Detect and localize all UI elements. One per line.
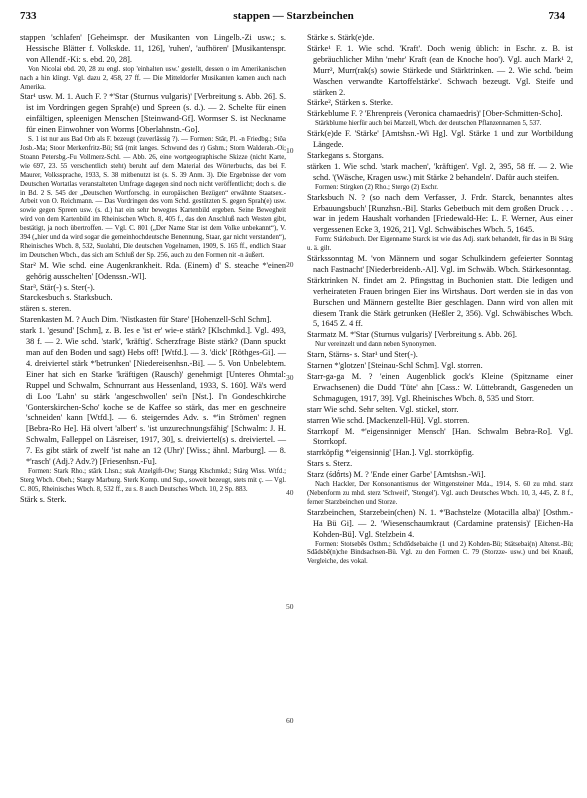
- entry-paragraph: Formen: Stotsebēs Osthm.; Schdōdsebaiche (1 und 2) Kohden-Bü; Stätsebai(n) Altenst.-Bü; Sdādsbē(n)che Bindsachsen-Bü. Vgl. zu den Formen C. 79 (Storzze- usw.) und bei Knauß, Vergleiche, des vokal.: [307, 540, 573, 566]
- entry-paragraph: Starkegans s. Storgans.: [307, 150, 384, 160]
- entry-paragraph: Stärke¹ F. 1. Wie schd. 'Kraft'. Doch wenig üblich: in Eschr. z. B. ist gebräuchlicher Mihn 'mehr' Kraft (ean de Knoche hoo'). Vgl. auch Mark¹ 2, Murr², Murr(rak(s) sowie Stärkede und Stärktrinken. — 2. Wie schd. 'beim Waschen verwandte Kartoffelstärke'. Schwach bezeugt. Vgl. Steife und stärken 2.: [307, 43, 573, 97]
- entry-paragraph: Starzbeinchen, Starzebein(chen) N. 1. *'Bachstelze (Motacilla alba)' [Osthm.-Ha Bü Gi]. — 2. 'Wiesenschaumkraut (Cardamine pratensis)' [Eichen-Ha Kohden-Bü]. Vgl. Stelzbein 4.: [307, 507, 573, 539]
- entry-paragraph: Stärk(e)de F. 'Stärke' [Amtshsn.-Wi Hg]. Vgl. Stärke 1 und zur Wortbildung Längede.: [307, 129, 573, 150]
- entry-paragraph: starren Wie schd. [Mackenzell-Hü]. Vgl. storren.: [307, 415, 470, 425]
- entry-paragraph: Starr-ga-ga M. ? 'einen Augenblick gock's Kleine (Spitzname einer Erwachsenen) die Dudd 'Tüte' ahn [Cass.: W. Lüttebrandt, Gasgeneden un Schmagugen, 1917, 39]. Vgl. Rheinisches Wbch. 8, 535 und Storr.: [307, 372, 573, 403]
- entry-paragraph: S. 1 ist nur aus Bad Orb als F. bezeugt (zuverlässig ?). — Formen: Stār, Pl. -n Friedbg.; Stŏa Josb.-Ma; Stoor Merkenfritz-Bü; Stā (mit langes. Schwund des r) Gshm.; Storn Walderab.-Oi; Stoann Petersbg.-Fu Vollmerz-Schl. — Abb. 26, eine wortgeographische Skizze (nicht Karte, wie 697, 23. 55 verschentlich steht) beruht auf dem Material des Wörterbuchs, das bei F. Maurer, Volkssprache, 1933, S. 38 mitbenutzt ist (s. S. 39 Anm. 3). Die Ergebnisse der vom Deutschen Wortatlas veranstalteten Umfrage dagegen sind noch nicht veröffentlicht; doch s. die in Bd. 2 S. 545 der „Deutschen Wortforschg. in europäischen Bezügen“ erwähnte Staatsex.-Arbeit von O. Reichmann. — Das Vordringen des vom Schd. gestützten S. gegen Sprah(e) usw. sowie gegen Spreen usw. (s. d.) hat ein sehr bewegtes Kartenbild ergeben. Seine Bewegheit wird von dem Kartenbild im Rheinischen Wbch. 8, 405 f., das den Anschluß nach Westen gibt, bestätigt, ja noch übertroffen. — Vgl. C. 801 („Der Name Star ist dem Volke unbekannt“), V. 394 („hier und da wird sogar die gemeinhochdeutsche Benennung, Staar, gar nicht verstanden“), Rheinisches Wbch. 8, 532, Suolahti, Die deutschen Vogelnamen, 1909, S. 165 ff., endlich Staar im Deutschen Wbch., das sich am Schluß der Sp. 256, auch zu den Formen nit -n äußert.: [20, 136, 286, 259]
- line-number: 30: [286, 373, 294, 382]
- entry-paragraph: Stärkblume hierfür auch bei Marzell, Wbch. der deutschen Pflanzennamen 5, 537.: [315, 120, 542, 128]
- entry-paragraph: Star² M. Wie schd. eine Augenkrankheit. Rda. (Einem) d' S. steache *'einen gehörig ausschelten' [Odenssn.-Wl].: [20, 260, 286, 281]
- entry-paragraph: Stärkeblume F. ? 'Ehrenpreis (Veronica chamaedris)' [Ober-Schmitten-Scho].: [307, 109, 563, 119]
- entry-paragraph: Formen: Stirgken (2) Rho.; Stergo (2) Eschr.: [315, 183, 439, 191]
- entry-paragraph: Nur vereinzelt und dann neben Synonymen.: [315, 341, 437, 349]
- line-number: 10: [286, 146, 294, 155]
- right-column: [307, 33, 573, 567]
- entry-paragraph: Stärke s. Stärk(e)de.: [307, 33, 375, 42]
- entry-paragraph: Starckesbuch s. Starksbuch.: [20, 293, 113, 303]
- page-number-left: 733: [20, 10, 37, 22]
- entry-paragraph: stappen 'schlafen' [Geheimspr. der Musikanten von Lingelb.-Zi usw.; s. Hessische Blätter f. Volkskde. 11, 126], 'ruhen', 'aufhören' [Musikantenspr. von Allendf.-Ki: s. ebd. 20, 28].: [20, 33, 286, 64]
- page-number-right: 734: [548, 10, 565, 22]
- entry-paragraph: Starksbuch N. ? (so nach dem Verfasser, J. Frdr. Starck, benanntes altes Erbauungsbuch' [Runzhsn.-Bi]. Starks Gebetbuch mit dem großen Druck . . . war in jedem Haushalt vorhanden [Friedewald-He: L. F. Werner, Aus einer vergessenen Ecke 3, 1926, 21]. Vgl. Schwäbisches Wbch. 5, 1645.: [307, 192, 573, 235]
- entry-paragraph: Starmatz M. *'Star (Sturnus vulgaris)' [Verbreitung s. Abb. 26].: [307, 330, 517, 340]
- entry-paragraph: Starz (śdṓrts) M. ? 'Ende einer Garbe' [Amtshsn.-Wi].: [307, 470, 486, 480]
- entry-paragraph: Stars s. Sterz.: [307, 459, 353, 469]
- entry-paragraph: starrköpfig *'eigensinnig' [Han.]. Vgl. storrköpfig.: [307, 448, 474, 458]
- entry-paragraph: Starenkasten M. ? Auch Dim. 'Nistkasten für Stare' [Hohenzell-Schl Schm].: [20, 315, 272, 325]
- running-title: stappen — Starzbeinchen: [233, 10, 354, 22]
- entry-paragraph: Starnen *'glotzen' [Steinau-Schl Schm]. Vgl. storren.: [307, 361, 483, 371]
- entry-paragraph: Starn, Stärns- s. Star¹ und Ster(-).: [307, 350, 418, 360]
- entry-paragraph: stark 1. 'gesund' [Schm], z. B. Ies e 'ist er' wie-e stärk? [Klschmkd.]. Vgl. 493, 38 f. — 2. Wie schd. 'stark', 'kräftig'. Scherzfrage Biste stärk? (Dann spuckt man auf den Boden und sagt) Hebs off! [Wtfd.]. — 3. 'dick' [Röthges-Gi]. — 4. dreiviertel stärk *'betrunken' [Niedereisenhsn.-Bi]. — 5. Von Unbelebtem. Einer hat sich en Starke 'kräftigen (Rausch)' genehmigt [Unteres Ohmtal: Ruppel und Schwalm, Schnurrant aus Hessenland, 1933, S. 160]. Wä's werd di Loo 'Lahn' su stärk 'angeschwollen' sei'n [Nst.]. I'n Gondeschkirche 'Gonterskirchen-Scho' koche se de Kaffee so stärk, das mer en geschneire 'schneiden' kann [Wtfd.]. — 6. steigerndes Adv. s. *'in Strömen' regnen [Bebra-Ro He]. Hä olvert 'albert' s. 'ist unzurechnungsfähig' [Schwalm: J. H. Schwalm, Falleppel on Läsreiser, 1917, 30], s. dreiviertel(s) s. dreiviertel. — 7. Es gibt stärk of zwelf 'ist nahe an 12 (Uhr)' [Wiss.; ähnl. Marburg]. — 8. *'rasch' (Adj.? Adv.?) [Friesenhsn.-Fu].: [20, 326, 286, 467]
- entry-paragraph: Form: Stärksbuch. Der Eigenname Starck ist wie das Adj. stark behandelt, für das in Bi Stärg u. ä. gilt.: [307, 236, 573, 253]
- entry-paragraph: Star³, Stär(-) s. Ster(-).: [20, 282, 95, 292]
- entry-paragraph: stären s. steren.: [20, 304, 72, 314]
- entry-paragraph: Formen: Stark Rho.; stārk Lhsn.; stak Atzelgift-Ow; Stargg Klschmkd.; Stärg Wiss. Wtfd.; Sterg Wbch. Obeh.; Stargv Marburg. Sterk Komp. und Sup., soweit bezeugt, stets mit ç. — Vgl. C. 805, Rheinisches Wbch. 8, 532 ff., zu s. 8 auch Deutsches Wbch. 10, 2 Sp. 883.: [20, 467, 286, 493]
- entry-paragraph: Starrkopf M. *'eigensinniger Mensch' [Han. Schwalm Bebra-Ro]. Vgl. Storrkopf.: [307, 426, 573, 447]
- entry-paragraph: Stärkssonntag M. 'von Männern und sogar Schulkindern gefeierter Sonntag nach Fastnacht' [Niederbreidenb.-Al]. Vgl. im Schwäb. Wbch. Stärkesonntag.: [307, 254, 573, 274]
- line-number: 40: [286, 488, 294, 497]
- entry-paragraph: starr Wie schd. Sehr selten. Vgl. stickel, storr.: [307, 404, 459, 414]
- entry-paragraph: stärken 1. Wie schd. 'stark machen', 'kräftigen'. Vgl. 2, 395, 58 ff. — 2. Wie schd. '(Wäsche, Kragen usw.) mit Stärke 2 behandeln'. Dafür auch steifen.: [307, 161, 573, 182]
- line-number: 60: [286, 716, 294, 725]
- left-column: [20, 33, 286, 506]
- line-number: 50: [286, 602, 294, 611]
- entry-paragraph: Star¹ usw. M. 1. Auch F. ? *'Star (Sturnus vulgaris)' [Verbreitung s. Abb. 26]. S. ist im Vordringen gegen Sprah(e) und Spreen (s. d.). — 2. Schelte für einen einfältigen, spleenigen Menschen [Steinwand-Gf]. Wormser S. ist Neckname für einen Einwohner von Worms [Oberlahnstn.-Go].: [20, 92, 286, 135]
- entry-paragraph: Nach Hackler, Der Konsonantismus der Wittgensteiner Mda., 1914, S. 60 zu mhd. starz (Nebenform zu mhd. sterz 'Schweif', 'Stengel'). Vgl. auch Deutsches Wbch. 10, 3, 445, Z. 8 f., ferner Starzbeinchen und Storze.: [307, 481, 573, 506]
- entry-paragraph: Stärktrinken N. findet am 2. Pfingsttag in Buchonien statt. Die ledigen und verheirateten Frauen bringen Eier ins Wirtshaus. Dort werden sie in das von Burschen und Männern gestellte Bier geschlagen. Dann wird von allen mit diesem Trank die Stärk getrunken (Heßler 2, 356). Vgl. Schwäbisches Wbch. 5, 1645 Z. 4 ff.: [307, 275, 573, 329]
- entry-paragraph: Stärk s. Sterk.: [20, 494, 67, 504]
- entry-paragraph: Stärke², Stärken s. Sterke.: [307, 98, 393, 108]
- line-number: 20: [286, 260, 294, 269]
- entry-paragraph: Von Nicolai ebd. 20, 28 zu engl. stop 'einhalten usw.' gestellt, dessen o im Amerikanischen nach a hin klingt. Vgl. dazu 2, 458, 27 ff. — Die Mitteldorfer Musikanten kamen auch nach Amerika.: [20, 65, 286, 91]
